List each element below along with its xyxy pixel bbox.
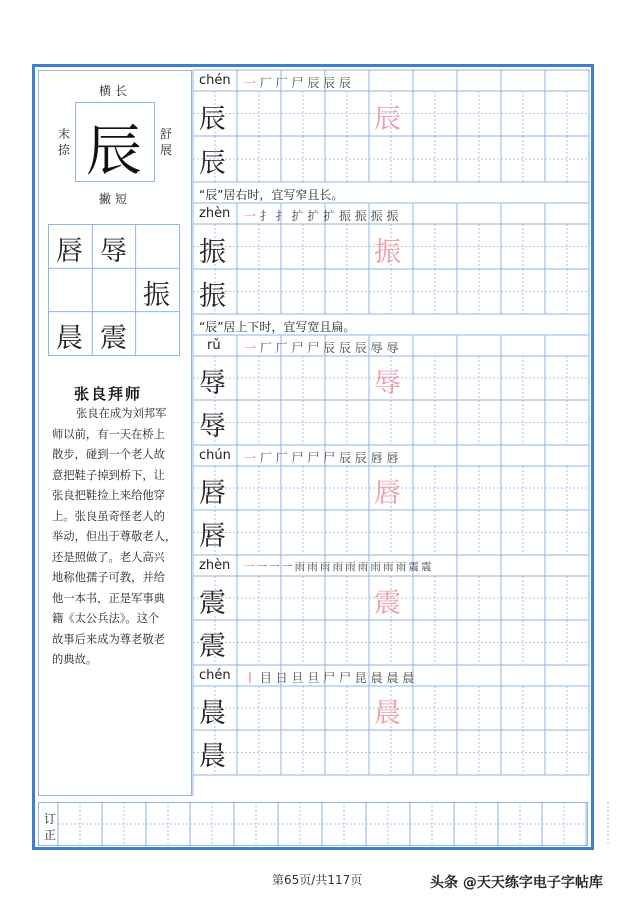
story-line: 的典故。	[52, 653, 98, 666]
story-line: 意把鞋子掉到桥下，让	[52, 468, 165, 482]
stroke-step: 振	[338, 209, 355, 223]
practice-char: 晨	[199, 741, 226, 772]
correction-label: 正	[44, 828, 57, 842]
stroke-step: 厂	[275, 451, 292, 465]
stroke-step: 振	[386, 209, 399, 223]
stroke-step: 一	[244, 76, 260, 90]
practice-char: 振	[199, 281, 226, 312]
stroke-step: 厂	[259, 76, 276, 90]
pinyin-label: chén	[199, 668, 231, 683]
practice-char: 震	[199, 631, 226, 662]
stroke-step: 一	[244, 209, 260, 223]
stroke-step: 尸	[307, 451, 324, 465]
practice-char: 辰	[199, 148, 226, 179]
pinyin-label: chún	[199, 448, 231, 463]
related-char: 震	[100, 323, 127, 354]
model-char: 震	[374, 588, 401, 619]
label-right: 舒展	[160, 127, 173, 157]
stroke-step: 振	[370, 209, 387, 223]
stroke-step: 扩	[291, 209, 308, 223]
stroke-step: 雨	[383, 561, 396, 573]
practice-char: 辱	[199, 368, 226, 399]
stroke-step: 雨	[319, 561, 333, 573]
story-line: 他一本书，正是军事典	[52, 591, 165, 605]
model-char: 辱	[374, 368, 401, 399]
label-top: 横长	[99, 84, 132, 98]
stroke-step: 一	[269, 561, 282, 573]
stroke-step: 辰	[354, 341, 371, 355]
stroke-step: 昆	[354, 671, 371, 685]
story-line: 张良在成为刘邦军	[76, 407, 167, 420]
related-char: 辱	[100, 236, 127, 267]
stroke-step: 一	[281, 561, 295, 573]
story-line: 籍《太公兵法》。这个	[52, 612, 160, 625]
practice-char: 辰	[199, 104, 226, 135]
page-number: 第65页/共117页	[272, 873, 363, 887]
pinyin-label: zhèn	[199, 206, 231, 221]
stroke-step: 雨	[395, 561, 409, 573]
stroke-step: 雨	[294, 561, 308, 573]
stroke-step: 丨	[244, 671, 260, 685]
layout-note: “辰”居右时，宜写窄且长。	[199, 188, 344, 202]
related-char: 唇	[56, 236, 83, 267]
stroke-step: 一	[256, 561, 270, 573]
model-char: 晨	[374, 698, 401, 729]
story-line: 地称他孺子可教，并给	[52, 571, 165, 584]
stroke-step: 厂	[275, 341, 292, 355]
stroke-step: 晨	[402, 671, 415, 685]
stroke-step: 震	[408, 561, 421, 573]
stroke-step: 扩	[323, 209, 339, 223]
stroke-step: 一	[244, 561, 257, 573]
stroke-step: 辰	[323, 76, 339, 90]
layout-note: “辰”居上下时，宜写宽且扁。	[199, 320, 356, 334]
stroke-step: 尸	[291, 451, 308, 465]
stroke-step: 扌	[259, 209, 276, 223]
practice-char: 晨	[199, 698, 226, 729]
pinyin-label: zhèn	[199, 558, 231, 573]
story-line: 师以前，有一天在桥上	[52, 427, 165, 441]
stroke-step: 厂	[259, 451, 276, 465]
story-line: 故事后来成为尊老敬老	[52, 632, 165, 646]
stroke-step: 尸	[307, 341, 324, 355]
stroke-step: 辱	[370, 341, 387, 355]
stroke-step: 旦	[307, 671, 324, 685]
stroke-step: 目	[259, 671, 276, 685]
model-char: 振	[374, 237, 401, 268]
main-char: 辰	[86, 119, 142, 184]
stroke-step: 振	[354, 209, 371, 223]
correction-label: 订	[44, 812, 57, 826]
stroke-step: 晨	[386, 671, 403, 685]
stroke-step: 辱	[386, 341, 399, 355]
stroke-step: 雨	[345, 561, 358, 573]
stroke-step: 扩	[307, 209, 324, 223]
stroke-step: 辰	[354, 451, 371, 465]
stroke-step: 尸	[323, 671, 339, 685]
stroke-step: 辰	[307, 76, 324, 90]
stroke-step: 唇	[370, 451, 387, 465]
stroke-step: 一	[244, 341, 260, 355]
label-left: 末捺	[58, 127, 71, 157]
pinyin-label: chén	[199, 73, 231, 88]
stroke-step: 唇	[386, 451, 399, 465]
stroke-step: 雨	[332, 561, 346, 573]
practice-char: 震	[199, 588, 226, 619]
story-title: 张良拜师	[74, 385, 143, 403]
stroke-step: 厂	[275, 76, 292, 90]
stroke-step: 雨	[357, 561, 371, 573]
stroke-step: 雨	[370, 561, 384, 573]
model-char: 唇	[374, 478, 401, 509]
stroke-step: 旦	[291, 671, 308, 685]
stroke-step: 厂	[259, 341, 276, 355]
stroke-step: 辰	[338, 76, 351, 90]
stroke-step: 辰	[338, 341, 355, 355]
label-bottom: 撇短	[99, 192, 132, 206]
stroke-step: 辰	[338, 451, 355, 465]
stroke-step: 尸	[323, 451, 339, 465]
practice-char: 唇	[199, 478, 226, 509]
stroke-step: 尸	[338, 671, 355, 685]
stroke-step: 晨	[370, 671, 387, 685]
story-line: 散步，碰到一个老人故	[52, 448, 165, 461]
watermark: 头条 @天天练字电子字帖库	[430, 875, 603, 891]
story-line: 张良把鞋捡上来给他穿	[52, 489, 165, 502]
story-line: 上。张良虽奇怪老人的	[52, 509, 165, 523]
stroke-step: 震	[420, 561, 431, 573]
stroke-step: 雨	[307, 561, 320, 573]
related-char: 晨	[56, 323, 83, 354]
story-line: 还是照做了。老人高兴	[52, 550, 165, 564]
stroke-step: 尸	[291, 341, 308, 355]
stroke-step: 辰	[323, 341, 339, 355]
practice-char: 辱	[199, 411, 226, 442]
related-char: 振	[143, 280, 170, 311]
model-char: 辰	[374, 104, 401, 135]
story-line: 举动，但出于尊敬老人，	[52, 530, 177, 543]
stroke-step: 日	[275, 671, 292, 685]
stroke-step: 扌	[275, 209, 292, 223]
stroke-step: 尸	[291, 76, 308, 90]
practice-char: 唇	[199, 521, 226, 552]
stroke-step: 一	[244, 451, 260, 465]
practice-char: 振	[199, 237, 226, 268]
pinyin-label: rǔ	[207, 338, 221, 353]
